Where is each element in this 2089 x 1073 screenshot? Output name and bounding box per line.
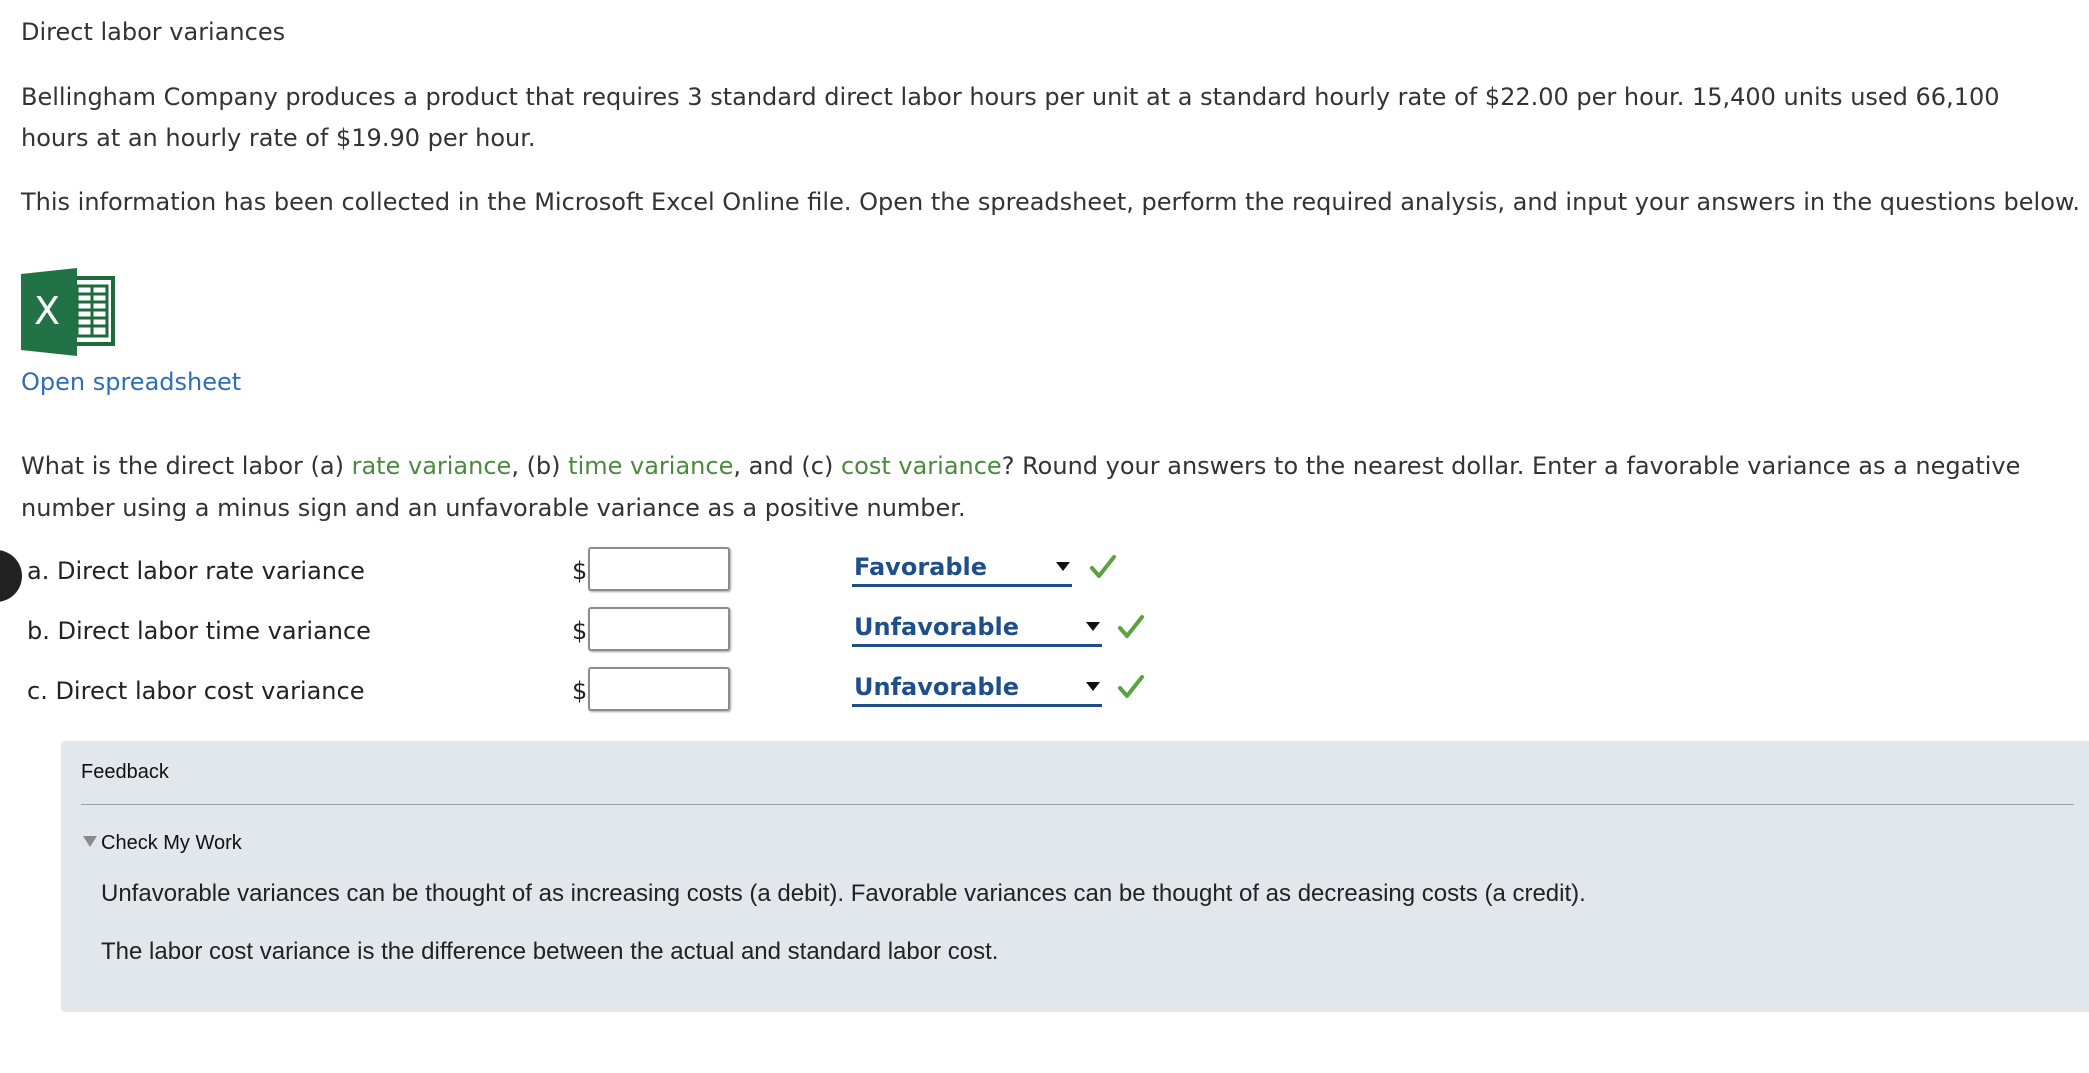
rate-variance-select[interactable] [852, 552, 1072, 587]
feedback-divider [81, 804, 2074, 805]
problem-intro-line2: hours at an hourly rate of $19.90 per hour. [21, 124, 536, 152]
time-variance-select-value: Unfavorable [854, 613, 1020, 641]
cost-variance-select[interactable] [852, 672, 1102, 707]
cost-variance-term[interactable]: cost variance [840, 452, 1002, 480]
currency-symbol: $ [572, 557, 588, 585]
question-line1 [21, 445, 2020, 487]
side-panel-handle[interactable] [0, 550, 22, 602]
check-icon [1116, 672, 1146, 702]
problem-intro-line1: Bellingham Company produces a product that requires 3 standard direct labor hours per unit at a standard hourly rate of $22.00 per hour. 15,400 units used 66,100 [21, 83, 2000, 111]
open-spreadsheet-link[interactable]: Open spreadsheet [21, 368, 242, 396]
rate-variance-select-value: Favorable [854, 553, 988, 581]
question-text: ? Round your answers to the nearest dollar. Enter a favorable variance as a negative [1001, 452, 2021, 480]
chevron-down-icon [1086, 622, 1100, 631]
currency-symbol: $ [572, 617, 588, 645]
problem-title: Direct labor variances [21, 18, 286, 46]
check-my-work-toggle[interactable]: Check My Work [101, 832, 242, 854]
time-variance-input[interactable] [588, 607, 730, 651]
feedback-title: Feedback [81, 761, 169, 783]
problem-info: This information has been collected in the Microsoft Excel Online file. Open the spreadsheet, perform the required analysis, and input your answers in the questions below. [21, 188, 2080, 216]
check-icon [1116, 612, 1146, 642]
check-icon [1088, 552, 1118, 582]
cost-variance-label: c. Direct labor cost variance [27, 677, 365, 705]
time-variance-term[interactable]: time variance [568, 452, 734, 480]
time-variance-label: b. Direct labor time variance [27, 617, 371, 645]
time-variance-select[interactable] [852, 612, 1102, 647]
currency-symbol: $ [572, 677, 588, 705]
rate-variance-label: a. Direct labor rate variance [27, 557, 365, 585]
feedback-text-2: The labor cost variance is the difference between the actual and standard labor cost. [101, 938, 999, 965]
question-text: What is the direct labor (a) [21, 452, 352, 480]
chevron-down-icon [1086, 682, 1100, 691]
collapse-triangle-icon[interactable] [83, 836, 97, 847]
cost-variance-input[interactable] [588, 667, 730, 711]
chevron-down-icon [1056, 562, 1070, 571]
excel-icon[interactable] [21, 268, 117, 356]
cost-variance-select-value: Unfavorable [854, 673, 1020, 701]
svg-text:X: X [33, 289, 61, 333]
rate-variance-input[interactable] [588, 547, 730, 591]
rate-variance-term[interactable]: rate variance [351, 452, 512, 480]
question-line2: number using a minus sign and an unfavorable variance as a positive number. [21, 494, 966, 522]
question-text: , and (c) [733, 452, 841, 480]
question-text: , (b) [511, 452, 569, 480]
feedback-text-1: Unfavorable variances can be thought of as increasing costs (a debit). Favorable variances can be thought of as decreasing costs (a credit). [101, 880, 1586, 907]
